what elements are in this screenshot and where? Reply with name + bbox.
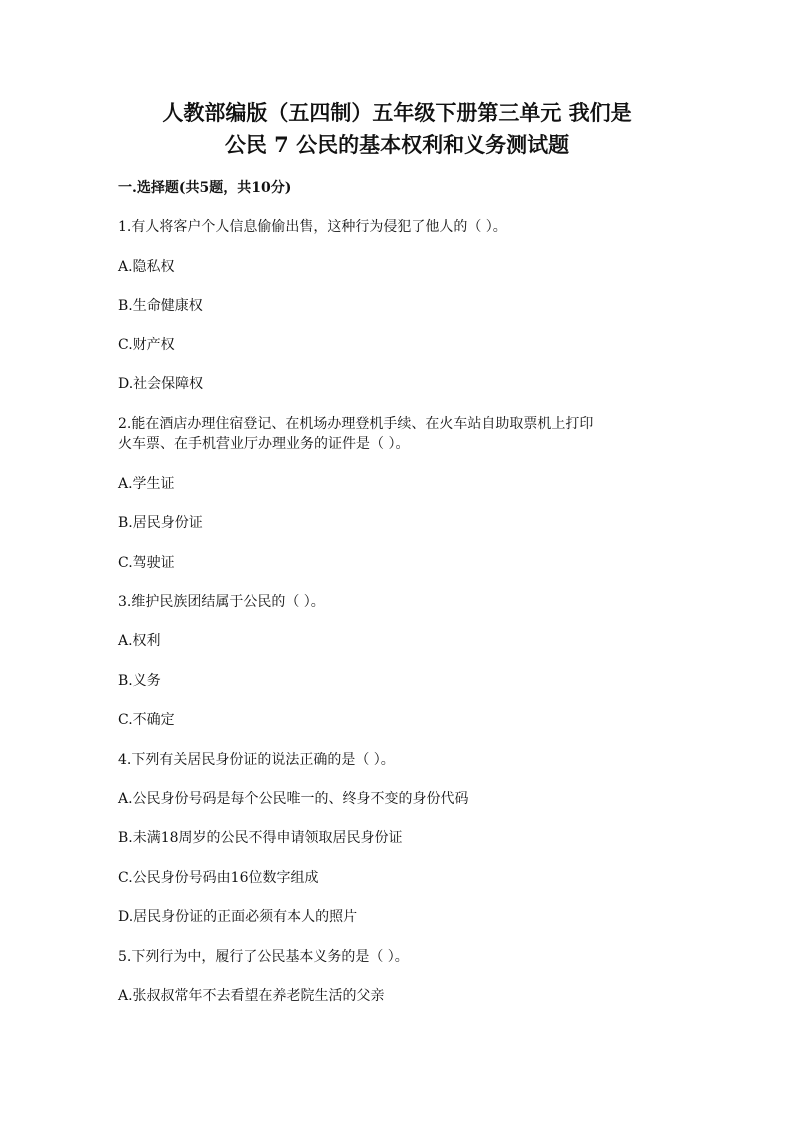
section-heading: 一.选择题(共5题，共10分) (118, 180, 292, 196)
question-2-stem-line-1: 2.能在酒店办理住宿登记、在机场办理登机手续、在火车站自助取票机上打印 (118, 416, 594, 432)
question-2-stem-line-2: 火车票、在手机营业厅办理业务的证件是（ ）。 (118, 436, 410, 452)
question-4-option-b: B.未满18周岁的公民不得申请领取居民身份证 (118, 830, 403, 846)
question-1-option-c: C.财产权 (118, 337, 175, 353)
question-3-option-c: C.不确定 (118, 712, 175, 728)
question-3-option-b: B.义务 (118, 673, 161, 689)
question-1-option-b: B.生命健康权 (118, 298, 203, 314)
question-1-option-a: A.隐私权 (118, 259, 175, 275)
question-3-stem: 3.维护民族团结属于公民的（ ）。 (118, 594, 325, 610)
question-4-option-d: D.居民身份证的正面必须有本人的照片 (118, 909, 358, 925)
question-3-option-a: A.权利 (118, 633, 161, 649)
question-5-stem: 5.下列行为中，履行了公民基本义务的是（ ）。 (118, 949, 409, 965)
question-1-option-d: D.社会保障权 (118, 376, 204, 392)
question-4-option-a: A.公民身份号码是每个公民唯一的、终身不变的身份代码 (118, 791, 469, 807)
document-title-line-2: 公民 7 公民的基本权利和义务测试题 (224, 132, 570, 157)
question-4-stem: 4.下列有关居民身份证的说法正确的是（ ）。 (118, 752, 395, 768)
question-4-option-c: C.公民身份号码由16位数字组成 (118, 870, 319, 886)
question-2-option-b: B.居民身份证 (118, 515, 203, 531)
question-2-option-c: C.驾驶证 (118, 555, 175, 571)
question-5-option-a: A.张叔叔常年不去看望在养老院生活的父亲 (118, 988, 385, 1004)
question-1-stem: 1.有人将客户个人信息偷偷出售，这种行为侵犯了他人的（ ）。 (118, 219, 507, 235)
document-title-line-1: 人教部编版（五四制）五年级下册第三单元 我们是 (162, 100, 632, 125)
question-2-option-a: A.学生证 (118, 476, 175, 492)
